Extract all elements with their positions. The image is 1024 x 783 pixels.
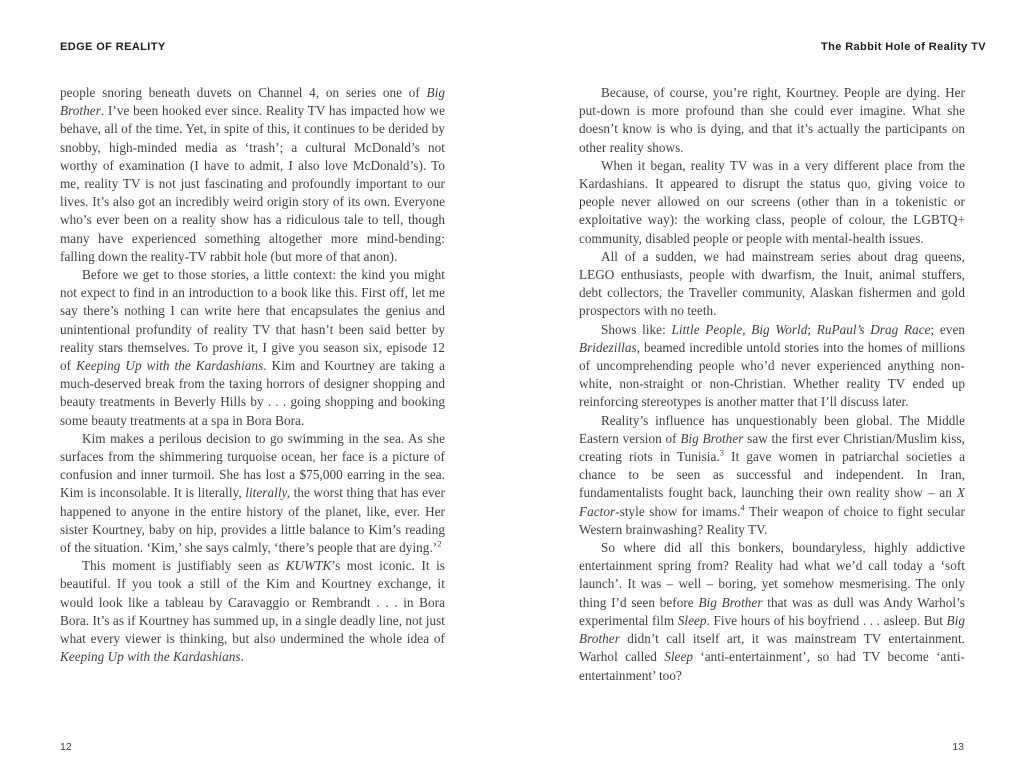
page-body-left <box>60 84 445 667</box>
italic-text: X Factor <box>579 485 965 519</box>
page-body-right <box>579 84 965 685</box>
body-text: saw the first ever Christian/Muslim kiss, creating riots in Tunisia. <box>579 430 965 465</box>
body-text: . Five hours of his boyfriend . . . asleep. But <box>706 612 947 628</box>
body-text: It gave women in patriarchal societies a chance to be seen as successful and independent. In Iran, fundamentalists fought back, launching their own reality show – an <box>579 449 966 501</box>
body-text: didn’t call itself art, it was mainstream TV entertainment. Warhol called <box>579 631 965 665</box>
italic-text: Big Brother <box>60 85 445 119</box>
body-text: the worst thing that has ever happened to anyone in the entire history of the planet, like, ever. Her sister Kourtney, baby on hip, provides a little balance to Kim’s reading of the situation. ‘Kim,’ she says calmly, ‘there’s people that are dying.’ <box>60 485 445 556</box>
italic-text: Big Brother <box>579 612 965 647</box>
body-text: All of a sudden, we had mainstream series about drag queens, LEGO enthusiasts, people with dwarfism, the Inuit, animal stuffers, debt collectors, the Traveller community, Alaskan fishermen and gold prospectors with no teeth. <box>579 248 965 319</box>
page-number-right: 13 <box>952 741 964 753</box>
italic-text: Big Brother <box>680 430 744 446</box>
italic-text: literally, <box>245 485 291 501</box>
body-text: This moment is justifiably seen as <box>82 558 286 574</box>
body-text: people snoring beneath duvets on Channel 4, on series one of <box>60 85 427 100</box>
paragraph <box>579 412 965 539</box>
body-text: Kim makes a perilous decision to go swimming in the sea. As she surfaces from the shimmering turquoise ocean, her face is a picture of confusion and inner turmoil. She has lost a $75,000 earring in the sea. Kim is inconsolable. It is literally, <box>60 430 445 501</box>
paragraph <box>60 430 445 557</box>
paragraph <box>579 321 965 412</box>
paragraph <box>579 157 965 248</box>
paragraph <box>579 248 965 321</box>
italic-text: RuPaul’s Drag Race <box>816 321 931 337</box>
body-text: Before we get to those stories, a little context: the kind you might not expect to find in an introduction to a book like this. First off, let me say there’s nothing I can write here that encapsulates the genius and unintentional profundity of reality TV that hasn’t been said better by reality stars themselves. To prove it, I give you season six, episode 12 of <box>60 267 445 374</box>
italic-text: Bridezillas <box>579 339 637 355</box>
page-right <box>512 0 1024 783</box>
body-text: So where did all this bonkers, boundaryless, highly addictive entertainment spring from? Reality had what we’d call today a ‘soft launch’. It was – well – boring, yet somehow mesmerising. The only thing I’d seen before <box>579 540 965 610</box>
body-text: , beamed incredible untold stories into the homes of millions of uncomprehending people who’d never experienced anything non-white, non-straight or non-Christian. Whether reality TV ended up reinforcing stereotypes is another matter that I’ll discuss later. <box>579 339 965 410</box>
body-text: ‘anti-entertainment’, so had TV become ‘anti-entertainment’ too? <box>579 649 965 683</box>
body-text: ’s most iconic. It is beautiful. If you took a still of the Kim and Kourtney exchange, it would look like a tableau by Caravaggio or Rembrandt . . . in Bora Bora. It’s as if Kourtney has summed up, in a single deadly line, not just what every viewer is thinking, but also undermined the whole idea of <box>60 558 445 647</box>
italic-text: Sleep <box>664 649 693 665</box>
italic-text: Sleep <box>677 612 707 628</box>
paragraph <box>579 539 965 685</box>
italic-text: Big Brother <box>698 594 763 610</box>
italic-text: Keeping Up with the Kardashians <box>60 649 241 665</box>
body-text: Because, of course, you’re right, Kourtney. People are dying. Her put-down is more profound than she could ever imagine. What she doesn’t know is who is dying, and that it’s actually the participants on other reality shows. <box>579 85 965 155</box>
running-header-left: EDGE OF REALITY <box>60 41 166 53</box>
footnote-marker: 2 <box>437 538 442 549</box>
italic-text: KUWTK <box>285 558 332 574</box>
paragraph <box>60 266 445 430</box>
body-text: Reality’s influence has unquestionably been global. The Middle Eastern version of <box>579 412 965 446</box>
body-text: Their weapon of choice to fight secular Western brainwashing? Reality TV. <box>579 503 965 537</box>
running-header-right: The Rabbit Hole of Reality TV <box>820 41 986 53</box>
paragraph <box>60 84 445 266</box>
footnote-marker: 3 <box>719 447 725 458</box>
body-text: When it began, reality TV was in a very different place from the Kardashians. It appeared to disrupt the status quo, giving voice to people never allowed on our screens (other than in a tokenistic or exploitative way): the working class, people of colour, the LGBTQ+ community, disabled people or people with mental-health issues. <box>579 157 965 246</box>
footnote-marker: 4 <box>740 502 745 513</box>
body-text: Shows like: <box>601 321 672 337</box>
body-text: that was as dull was Andy Warhol’s experimental film <box>579 594 965 628</box>
italic-text: Keeping Up with the Kardashians <box>76 358 264 374</box>
body-text: . <box>240 649 244 665</box>
body-text: . I’ve been hooked ever since. Reality TV has impacted how we behave, all of the time. Yet, in spite of this, it continues to be derided by snobby, high-minded media as ‘trash’; a cultural McDonald’s not worthy of examination (I have to admit, I also love McDonald’s). To me, reality TV is not just fascinating and profoundly important to our lives. It’s also got an incredibly weird origin story of its own. Everyone who’s ever been on a reality show has a ridiculous tale to tell, though many have experienced something altogether more mind-bending: falling down the reality-TV rabbit hole (but more of that anon). <box>60 103 445 264</box>
paragraph <box>60 557 445 666</box>
body-text: ; even <box>930 321 966 337</box>
body-text: . Kim and Kourtney are taking a much-deserved break from the taxing horrors of designer shopping and beauty treatments in Beverly Hills by . . . going shopping and booking some beauty treatments at a spa in Bora Bora. <box>60 358 446 428</box>
italic-text: Little People, Big World <box>671 321 808 337</box>
paragraph <box>579 84 965 157</box>
body-text: ; <box>807 321 817 337</box>
body-text: -style show for imams. <box>615 503 741 519</box>
page-number-left: 12 <box>60 741 72 753</box>
